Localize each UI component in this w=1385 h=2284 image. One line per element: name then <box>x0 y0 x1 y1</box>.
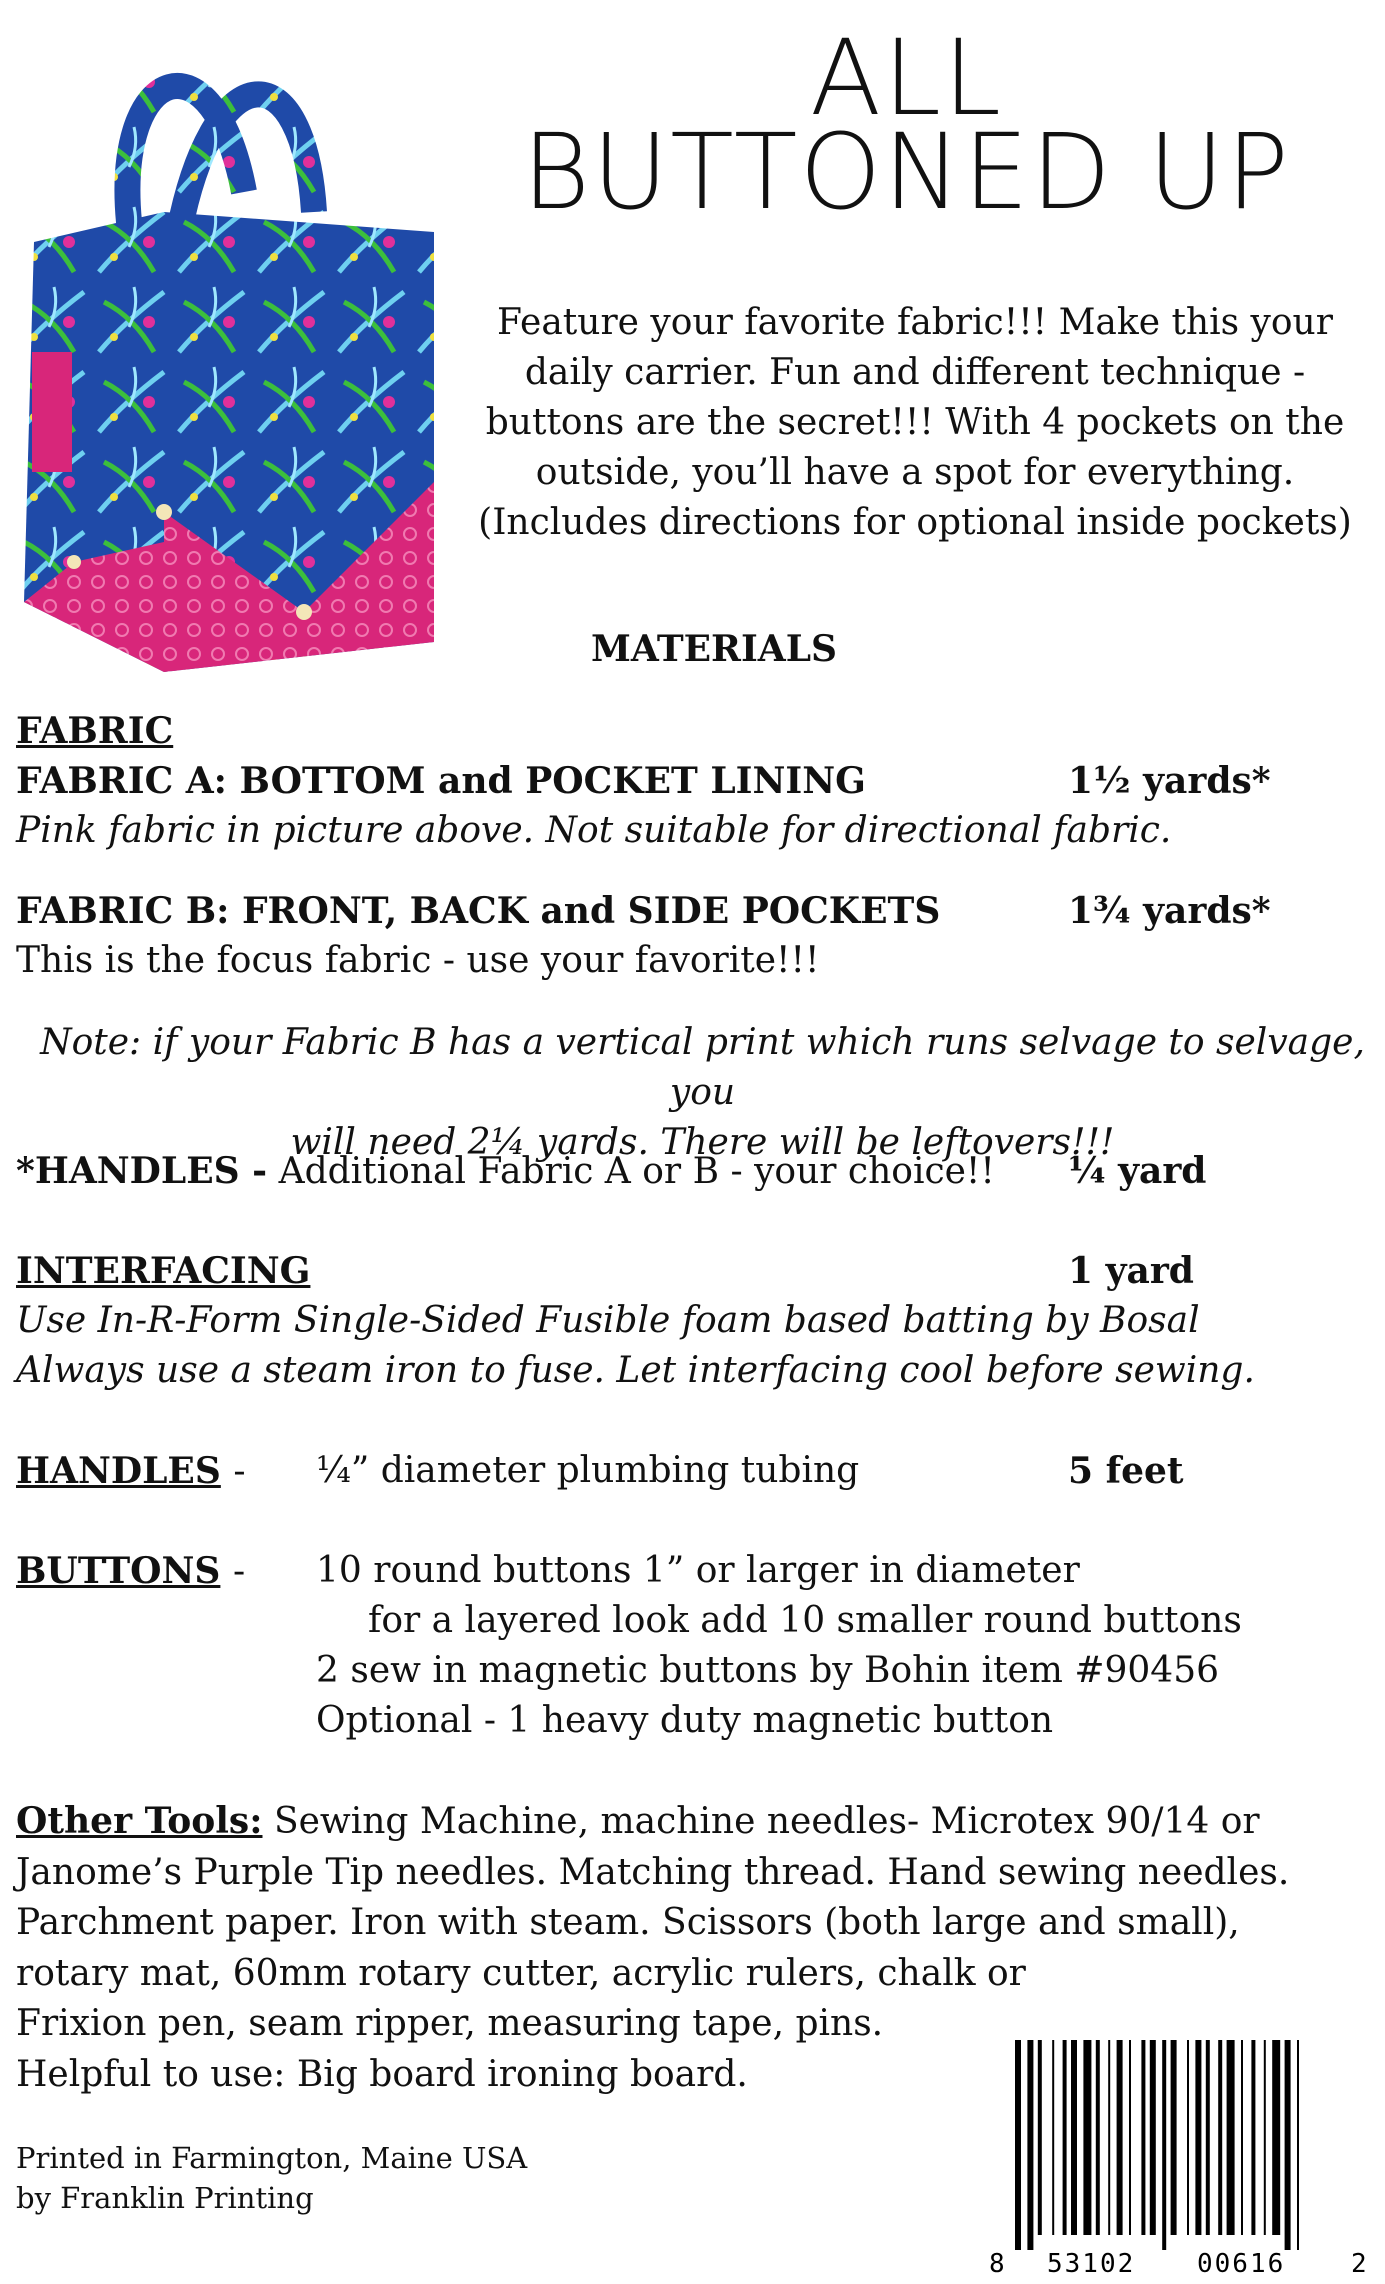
vertical-note-line: Note: if your Fabric B has a vertical print which runs selvage to selvage, you <box>40 1022 1365 1113</box>
barcode-graphic <box>985 2030 1380 2280</box>
other-tools-line: Janome’s Purple Tip needles. Matching thread. Hand sewing needles. <box>16 1851 1290 1893</box>
barcode-bar <box>1015 2040 1021 2250</box>
other-tools-line: Parchment paper. Iron with steam. Scissors (both large and small), <box>16 1902 1240 1943</box>
barcode-bar <box>1251 2040 1255 2235</box>
other-tools-label: Other Tools: <box>16 1800 263 1842</box>
barcode-bar <box>1272 2040 1280 2235</box>
barcode-bar <box>1150 2040 1156 2235</box>
handles-label: HANDLES <box>16 1450 221 1492</box>
handles-text: ¼” diameter plumbing tubing <box>316 1450 860 1491</box>
barcode-group-right: 00616 <box>1197 2249 1286 2279</box>
barcode-bar <box>1129 2040 1131 2235</box>
barcode-digit-first: 8 <box>989 2249 1005 2279</box>
barcode-bar <box>1083 2040 1091 2235</box>
interfacing-qty: 1 yard <box>1068 1250 1194 1292</box>
printer-line: by Franklin Printing <box>16 2181 314 2215</box>
buttons-line-1: 10 round buttons 1” or larger in diameter <box>316 1550 1080 1591</box>
barcode-bar <box>1038 2040 1042 2235</box>
printer-credit <box>16 2138 527 2218</box>
printer-line: Printed in Farmington, Maine USA <box>16 2141 528 2175</box>
barcode-bar <box>1187 2040 1189 2235</box>
handles-fabric-text: Additional Fabric A or B - your choice!! <box>278 1151 995 1192</box>
intro-line: (Includes directions for optional inside pockets) <box>478 502 1352 543</box>
intro-line: outside, you’ll have a spot for everything. <box>535 452 1295 493</box>
tote-bag-photo <box>14 42 466 702</box>
buttons-line-2: for a layered look add 10 smaller round buttons <box>368 1600 1242 1641</box>
handles-dash: - <box>233 1451 246 1492</box>
intro-line: buttons are the secret!!! With 4 pockets on the <box>485 402 1345 443</box>
barcode-bar <box>1218 2040 1222 2235</box>
barcode-bar <box>1171 2040 1177 2235</box>
buttons-dash: - <box>232 1551 246 1592</box>
barcode-bar <box>1264 2040 1266 2235</box>
barcode-digit-last: 2 <box>1351 2249 1367 2279</box>
fabric-heading: FABRIC <box>16 710 174 752</box>
buttons-line-4: Optional - 1 heavy duty magnetic button <box>316 1700 1054 1741</box>
barcode-bar <box>1108 2040 1110 2235</box>
interfacing-line-2: Always use a steam iron to fuse. Let interfacing cool before sewing. <box>16 1350 1255 1391</box>
handles-label-row <box>16 1446 246 1497</box>
barcode-bar <box>1071 2040 1077 2235</box>
barcode-bar <box>1052 2040 1054 2235</box>
fabric-a-qty: 1½ yards* <box>1068 760 1271 802</box>
barcode-bar <box>1206 2040 1210 2235</box>
title-line-1: ALL <box>810 17 1004 139</box>
barcode-bar <box>1096 2040 1100 2235</box>
fabric-b-qty: 1¾ yards* <box>1068 890 1271 932</box>
other-tools-line: rotary mat, 60mm rotary cutter, acrylic rulers, chalk or <box>16 1952 1026 1994</box>
fabric-a-label: FABRIC A: BOTTOM and POCKET LINING <box>16 760 866 802</box>
buttons-label-row <box>16 1546 245 1597</box>
other-tools-line: Sewing Machine, machine needles- Microtex 90/14 or <box>273 1801 1260 1842</box>
barcode-bar <box>1285 2040 1291 2250</box>
buttons-label: BUTTONS <box>16 1550 221 1592</box>
handles-fabric-row <box>16 1146 995 1197</box>
handles-qty: 5 feet <box>1068 1450 1184 1492</box>
intro-line: daily carrier. Fun and different technique - <box>524 352 1306 393</box>
handles-fabric-qty: ¼ yard <box>1068 1150 1207 1192</box>
intro-text <box>450 298 1380 548</box>
barcode <box>985 2030 1380 2280</box>
handles-fabric-label: *HANDLES - <box>16 1150 268 1192</box>
barcode-bar <box>1227 2040 1235 2235</box>
barcode-bar <box>1297 2040 1299 2250</box>
barcode-group-left: 53102 <box>1047 2249 1136 2279</box>
vertical-note-line: will need 2¼ yards. There will be leftovers!!! <box>290 1122 1115 1163</box>
fabric-b-label: FABRIC B: FRONT, BACK and SIDE POCKETS <box>16 890 941 932</box>
barcode-bar <box>1162 2040 1166 2250</box>
fabric-b-note: This is the focus fabric - use your favorite!!! <box>16 940 820 981</box>
other-tools-line: Helpful to use: Big board ironing board. <box>16 2053 748 2095</box>
intro-line: Feature your favorite fabric!!! Make this your <box>497 302 1333 343</box>
interfacing-heading: INTERFACING <box>16 1250 311 1292</box>
other-tools-line: Frixion pen, seam ripper, measuring tape, pins. <box>16 2003 884 2044</box>
barcode-bar <box>1063 2040 1067 2235</box>
barcode-bar <box>1195 2040 1201 2235</box>
title-line-2: BUTTONED UP <box>522 111 1291 233</box>
buttons-line-3: 2 sew in magnetic buttons by Bohin item #90456 <box>316 1650 1220 1691</box>
interfacing-line-1: Use In-R-Form Single-Sided Fusible foam based batting by Bosal <box>16 1300 1200 1341</box>
fabric-a-note: Pink fabric in picture above. Not suitable for directional fabric. <box>16 810 1172 851</box>
barcode-bar <box>1141 2040 1145 2235</box>
barcode-bar <box>1117 2040 1123 2235</box>
materials-heading: MATERIALS <box>591 628 838 670</box>
barcode-bar <box>1241 2040 1243 2235</box>
barcode-bar <box>1027 2040 1033 2250</box>
